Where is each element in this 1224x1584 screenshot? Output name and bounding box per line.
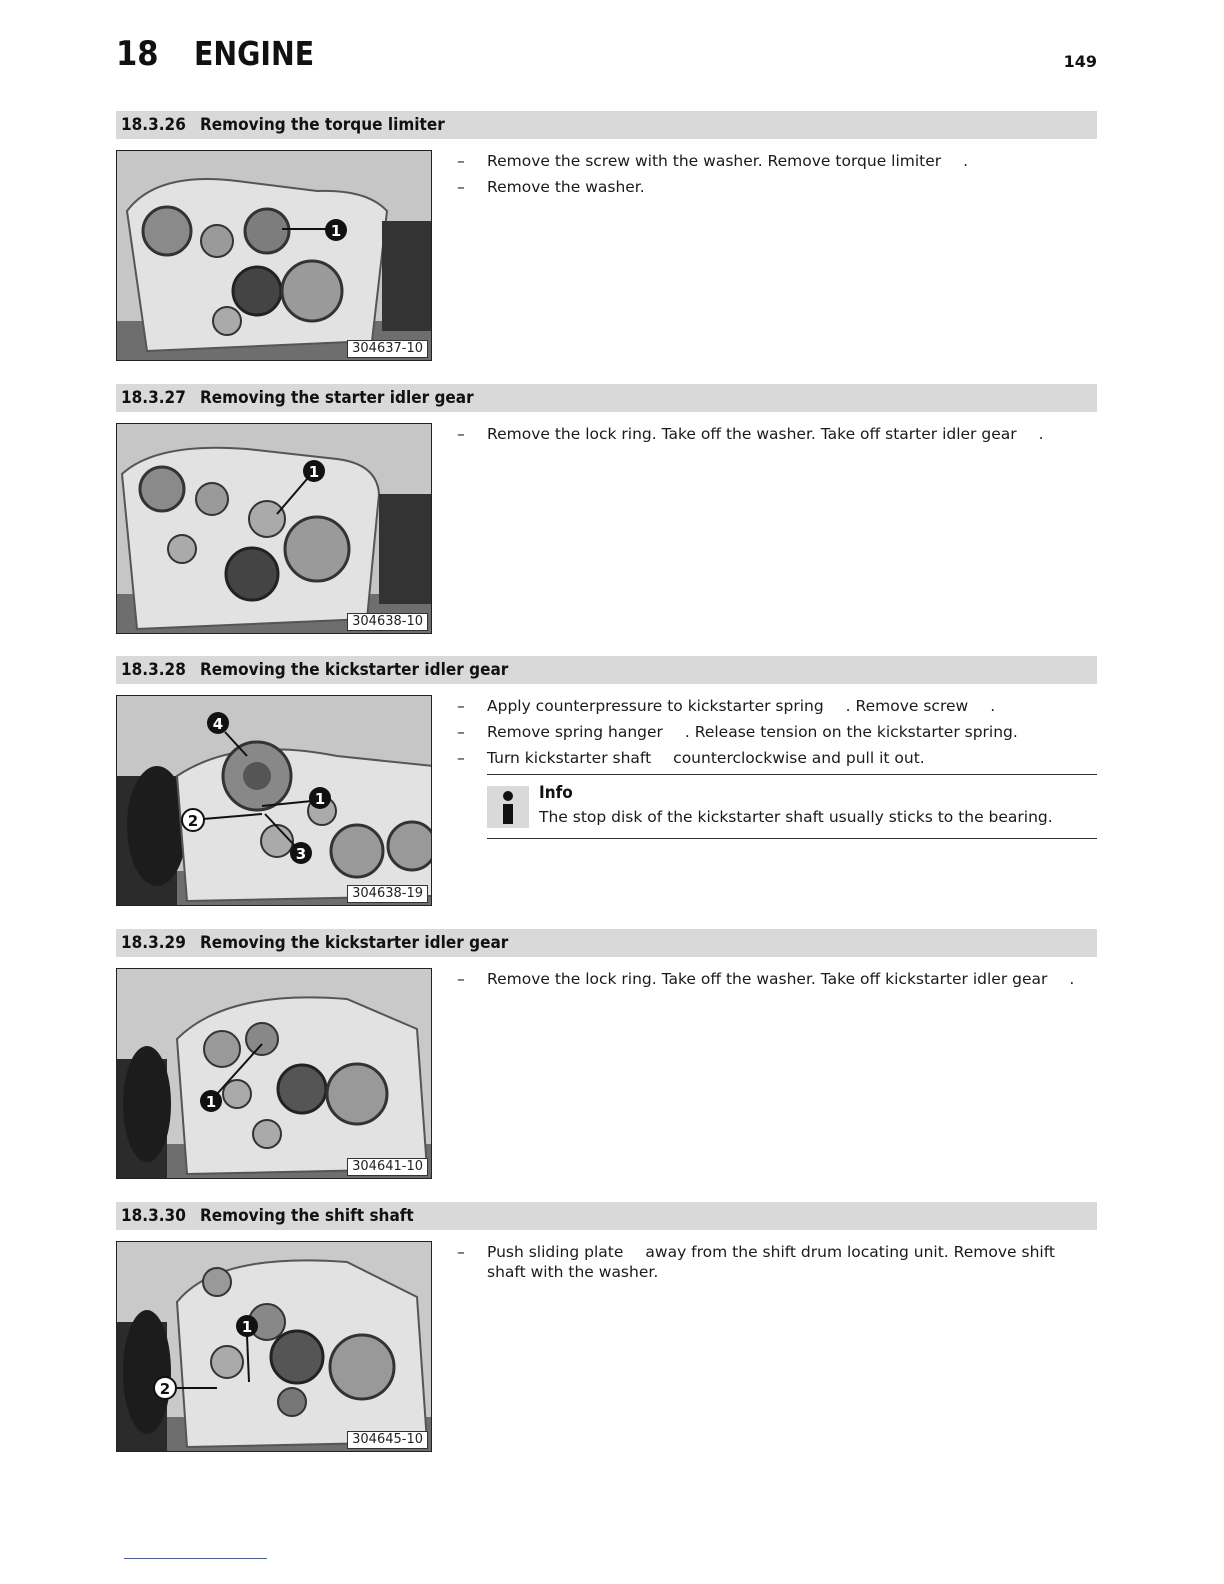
step-item: – Turn kickstarter shaft counterclockwise and pull it out. [457,749,925,767]
svg-text:1: 1 [314,790,326,808]
svg-text:1: 1 [241,1318,253,1336]
section-number: 18.3.26 [121,115,186,135]
section-heading [116,656,1097,684]
section-number: 18.3.27 [121,388,186,408]
footer-link-underline[interactable] [124,1558,267,1559]
engine-photo [116,968,432,1179]
chapter-number: 18 [116,34,159,74]
page-header [116,34,1097,84]
step-item: – Remove the washer. [457,178,645,196]
image-code: 304638-10 [347,613,428,631]
section-title: Removing the kickstarter idler gear [200,933,509,953]
image-code: 304637-10 [347,340,428,358]
section-heading [116,384,1097,412]
step-list [457,151,1097,203]
engine-photo [116,1241,432,1452]
svg-text:1: 1 [330,222,342,240]
engine-photo [116,695,432,906]
chapter-title: ENGINE [194,34,315,73]
svg-text:3: 3 [295,845,307,863]
section-title: Removing the torque limiter [200,115,445,135]
step-item: – Remove the lock ring. Take off the washer. Take off starter idler gear . [457,425,1044,443]
info-box [487,774,1097,839]
svg-text:4: 4 [212,715,224,733]
engine-photo [116,150,432,361]
section-title: Removing the shift shaft [200,1206,414,1226]
section-heading [116,111,1097,139]
info-icon [487,786,529,828]
engine-photo [116,423,432,634]
step-item: – Remove the screw with the washer. Remove torque limiter . [457,152,969,170]
page-number: 149 [1063,52,1097,71]
step-item: – Push sliding plate away from the shift drum locating unit. Remove shift shaft with the washer. [457,1243,1055,1281]
image-code: 304645-10 [347,1431,428,1449]
step-list [457,424,1097,450]
section-heading [116,929,1097,957]
info-title: Info [539,783,573,803]
step-item: – Remove spring hanger . Release tension on the kickstarter spring. [457,723,1018,741]
info-text: The stop disk of the kickstarter shaft usually sticks to the bearing. [539,808,1053,826]
section-number: 18.3.30 [121,1206,186,1226]
svg-text:1: 1 [205,1093,217,1111]
image-code: 304641-10 [347,1158,428,1176]
step-item: – Remove the lock ring. Take off the washer. Take off kickstarter idler gear . [457,970,1075,988]
section-number: 18.3.29 [121,933,186,953]
step-list [457,969,1097,995]
svg-text:2: 2 [187,812,199,830]
step-list [457,696,1097,839]
step-list [457,1242,1097,1288]
section-number: 18.3.28 [121,660,186,680]
step-item: – Apply counterpressure to kickstarter spring . Remove screw . [457,697,996,715]
svg-text:2: 2 [159,1380,171,1398]
section-title: Removing the starter idler gear [200,388,474,408]
svg-text:1: 1 [308,463,320,481]
image-code: 304638-19 [347,885,428,903]
section-heading [116,1202,1097,1230]
section-title: Removing the kickstarter idler gear [200,660,509,680]
